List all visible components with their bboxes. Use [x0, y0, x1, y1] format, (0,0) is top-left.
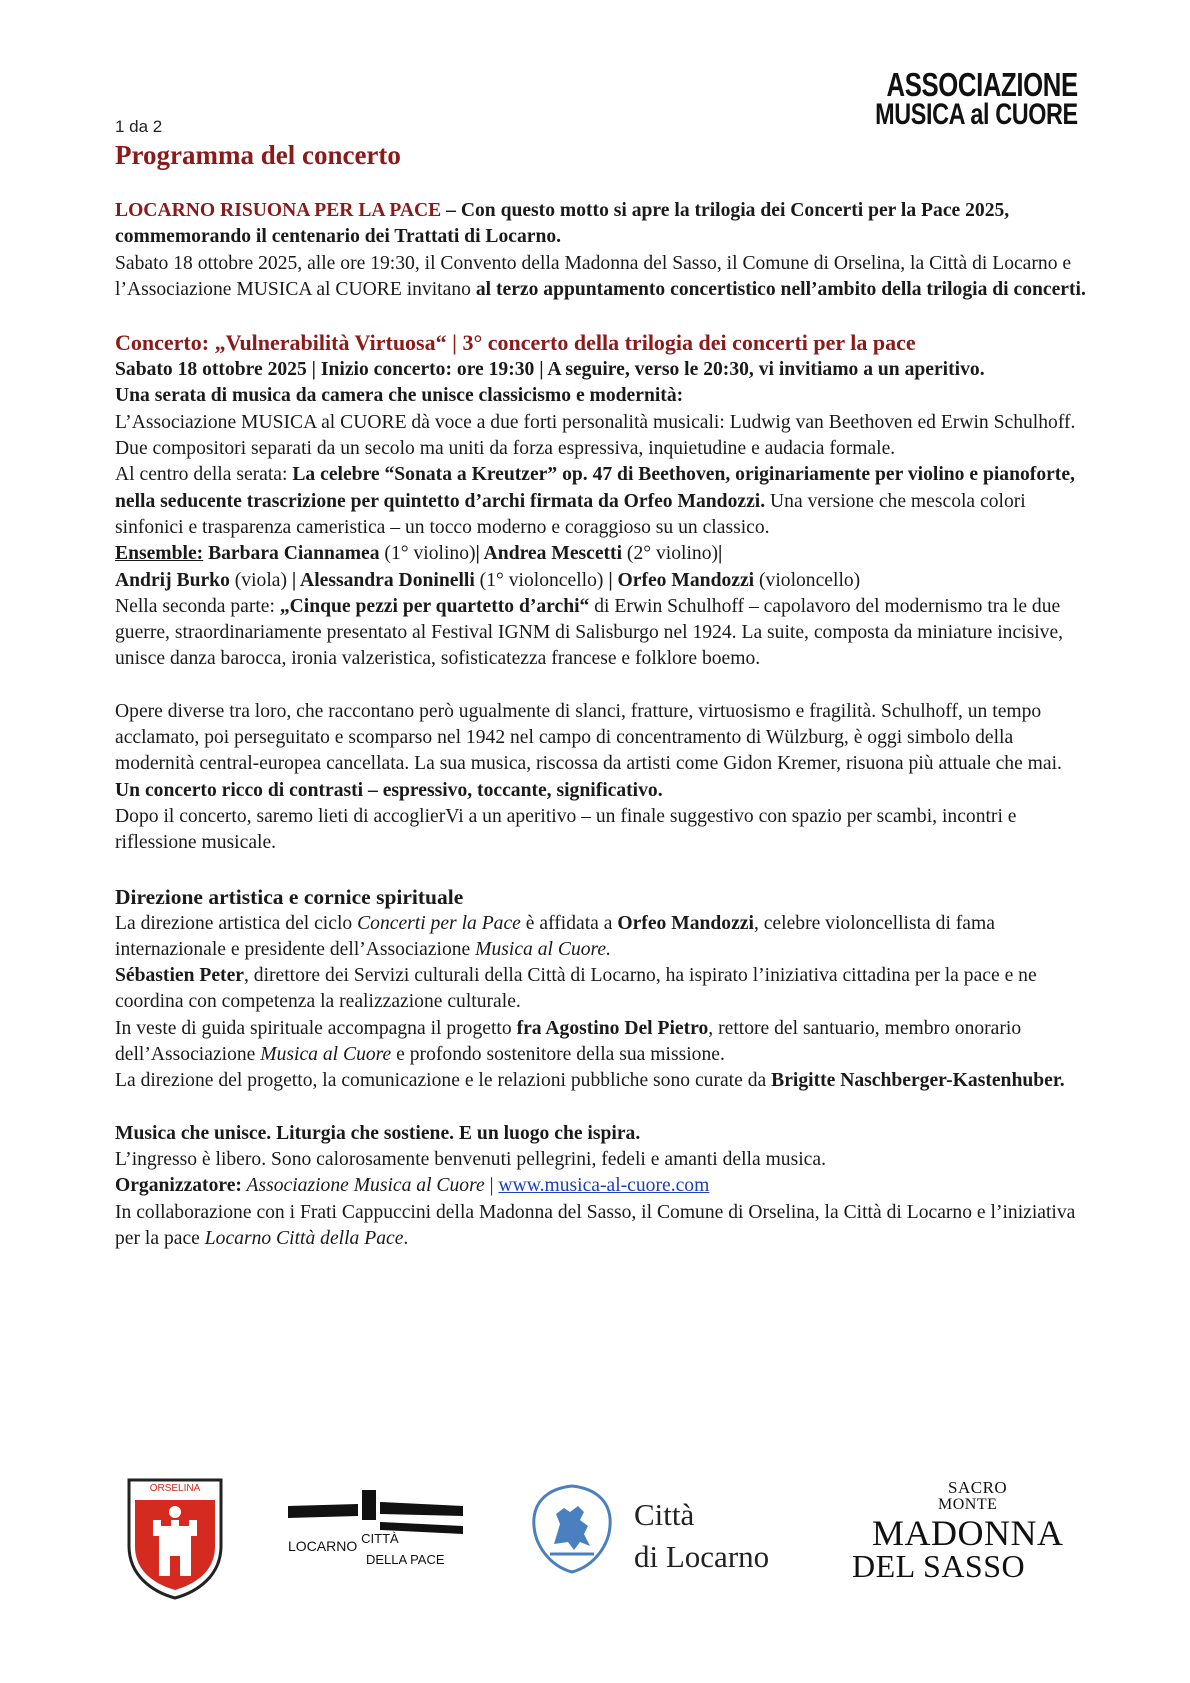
intro-motto: LOCARNO RISUONA PER LA PACE	[115, 200, 442, 221]
concert-heading: Concerto: „Vulnerabilità Virtuosa“ | 3° concerto della trilogia dei concerti per la pace	[115, 330, 916, 356]
locarno-citta-della-pace-logo	[288, 1486, 463, 1586]
organizer-line	[115, 1173, 1097, 1199]
member-role: (violoncello)	[754, 569, 861, 591]
concert-paragraph-2	[115, 462, 1097, 541]
direction-paragraph-2	[115, 963, 1097, 1016]
citta-di-locarno-logo	[530, 1484, 780, 1584]
page-number: 1 da 2	[115, 117, 163, 136]
d3c: , rettore del santuario, membro onorario dell’Associazione	[115, 1017, 1022, 1066]
concert-paragraph-6: Dopo il concerto, saremo lieti di accoglierVi a un aperitivo – un finale suggestivo con spazio per scambi, incontri e riflessione musicale.	[115, 805, 1017, 854]
d1c: è affidata a	[520, 912, 618, 934]
citta-label-2: di Locarno	[634, 1539, 770, 1574]
member-role: (2° violino)	[622, 543, 719, 565]
orselina-label: ORSELINA	[149, 1483, 201, 1494]
sacro-label-3: MADONNA	[872, 1513, 1064, 1553]
ensemble-label: Ensemble:	[115, 543, 204, 565]
member-name: | Orfeo Mandozzi	[608, 569, 755, 591]
d1f: Musica al Cuore.	[475, 938, 612, 960]
organizer-label: Organizzatore:	[115, 1175, 242, 1197]
pace-label-2: CITTÀ	[361, 1531, 399, 1546]
organizer-name: Associazione Musica al Cuore	[241, 1175, 485, 1197]
member-role: (1° violino)	[379, 543, 476, 565]
lion-shield-icon	[530, 1484, 614, 1574]
d1a: La direzione artistica del ciclo	[115, 912, 358, 934]
sacro-monte-madonna-del-sasso-logo	[850, 1478, 1075, 1588]
sacro-label-2: MONTE	[938, 1496, 998, 1513]
associazione-logo	[875, 66, 1078, 131]
collab-tail: .	[403, 1227, 409, 1249]
concert-paragraph-5: Un concerto ricco di contrasti – espressivo, toccante, significativo.	[115, 779, 663, 801]
direction-paragraph-4	[115, 1068, 1097, 1094]
intro-text: Sabato 18 ottobre 2025, alle ore 19:30, il Convento della Madonna del Sasso, il Comune di Orselina, la Città di Locarno e l’Associazione MUSICA al CUORE invitano	[115, 252, 1072, 300]
concert-paragraph-1: L’Associazione MUSICA al CUORE dà voce a due forti personalità musicali: Ludwig van Beethoven ed Erwin Schulhoff. Due compositori separati da un secolo ma uniti da forza espressiva, inquietudine e audacia formale.	[115, 411, 1076, 460]
d1d: Orfeo Mandozzi	[617, 912, 754, 934]
concert-paragraph-4: Opere diverse tra loro, che raccontano però ugualmente di slanci, fratture, virtuosismo e fragilità. Schulhoff, un tempo acclamato, poi perseguitato e scomparso nel 1942 nel campo di concentramento di Wülzburg, è oggi simbolo della modernità central-europea cancellata. La sua musica, riscossa da artisti come Gidon Kremer, risuona più attuale che mai.	[115, 700, 1062, 775]
closing-entry: L’ingresso è libero. Sono calorosamente benvenuti pellegrini, fedeli e amanti della musica.	[115, 1148, 826, 1170]
pace-label-1: LOCARNO	[288, 1538, 358, 1554]
p2-bold: La celebre “Sonata a Kreutzer” op. 47 di Beethoven, originariamente per violino e pianoforte, nella seducente trascrizione per quintetto d’archi firmata da Orfeo Mandozzi.	[115, 464, 1075, 512]
collab-italic: Locarno Città della Pace	[204, 1227, 404, 1249]
member-role: (viola)	[229, 569, 292, 591]
d3d: Musica al Cuore	[260, 1044, 392, 1066]
d2b: , direttore dei Servizi culturali della Città di Locarno, ha ispirato l’iniziativa cittadina per la pace e ne coordina con competenza la realizzazione culturale.	[115, 965, 1037, 1013]
d2a: Sébastien Peter	[115, 965, 244, 987]
concert-paragraph-3	[115, 594, 1097, 673]
intro-lead	[115, 198, 1097, 251]
orselina-crest-logo	[125, 1476, 225, 1600]
member-name: Andrij Burko	[115, 569, 230, 591]
member-role: (1° violoncello)	[474, 569, 609, 591]
member-name: Barbara Ciannamea	[203, 543, 380, 565]
d3e: e profondo sostenitore della sua missione.	[391, 1044, 725, 1066]
pace-label-3: DELLA PACE	[366, 1552, 445, 1567]
sacro-label-4: DEL SASSO	[852, 1548, 1026, 1584]
partner-logos	[0, 1470, 1190, 1620]
collaboration-line	[115, 1200, 1097, 1253]
direction-heading: Direzione artistica e cornice spirituale	[115, 884, 464, 909]
intro-paragraph	[115, 251, 1097, 304]
separator: |	[484, 1175, 499, 1197]
d3a: In veste di guida spirituale accompagna il progetto	[115, 1017, 517, 1039]
intro-lead-text: – Con questo motto si apre la trilogia dei Concerti per la Pace 2025, commemorando il centenario dei Trattati di Locarno.	[115, 200, 1010, 248]
p3-intro: Nella seconda parte:	[115, 595, 280, 617]
member-name: | Andrea Mescetti	[475, 543, 623, 565]
member-name: | Alessandra Doninelli	[291, 569, 475, 591]
page-title: Programma del concerto	[115, 140, 401, 170]
concert-date-line: Sabato 18 ottobre 2025 | Inizio concerto: ore 19:30 | A seguire, verso le 20:30, vi invitiamo a un aperitivo.	[115, 359, 985, 381]
d1e: , celebre violoncellista di fama internazionale e presidente dell’Associazione	[115, 912, 995, 960]
concert-subheading: Una serata di musica da camera che unisce classicismo e modernità:	[115, 385, 684, 407]
intro-text-bold: al terzo appuntamento concertistico nell’ambito della trilogia di concerti.	[475, 278, 1086, 300]
d1b: Concerti per la Pace	[357, 912, 521, 934]
p2-intro: Al centro della serata:	[115, 464, 293, 486]
p3-tail: di Erwin Schulhoff – capolavoro del modernismo tra le due guerre, straordinariamente presentato al Festival IGNM di Salisburgo nel 1924. La suite, composta da miniature incisive, unisce danza barocca, ironia valzeristica, sofisticatezza francese e folklore boemo.	[115, 595, 1064, 670]
d4b: Brigitte Naschberger-Kastenhuber.	[771, 1070, 1065, 1092]
d3b: fra Agostino Del Pietro	[516, 1017, 709, 1039]
citta-label-1: Città	[634, 1497, 695, 1532]
sacro-label-1: SACRO	[948, 1478, 1008, 1497]
website-link[interactable]: www.musica-al-cuore.com	[498, 1175, 710, 1197]
logo-line-1: ASSOCIAZIONE	[886, 66, 1078, 103]
document-body	[115, 198, 1097, 1252]
direction-paragraph-3	[115, 1016, 1097, 1069]
separator: |	[718, 543, 723, 565]
crest-icon	[125, 1476, 225, 1600]
d4a: La direzione del progetto, la comunicazione e le relazioni pubbliche sono curate da	[115, 1070, 772, 1092]
direction-paragraph-1	[115, 911, 1097, 964]
p2-tail: Una versione che mescola colori sinfonici e trasparenza cameristica – un tocco moderno e coraggioso su un classico.	[115, 490, 1026, 538]
p3-bold: „Cinque pezzi per quartetto d’archi“	[279, 595, 590, 617]
ensemble-line-2	[115, 568, 1097, 594]
ensemble-line-1	[115, 541, 1097, 567]
logo-line-2: MUSICA al CUORE	[875, 98, 1078, 131]
collab-text: In collaborazione con i Frati Cappuccini della Madonna del Sasso, il Comune di Orselina, la Città di Locarno e l’iniziativa per la pace	[115, 1201, 1076, 1249]
closing-motto: Musica che unisce. Liturgia che sostiene. E un luogo che ispira.	[115, 1122, 641, 1144]
